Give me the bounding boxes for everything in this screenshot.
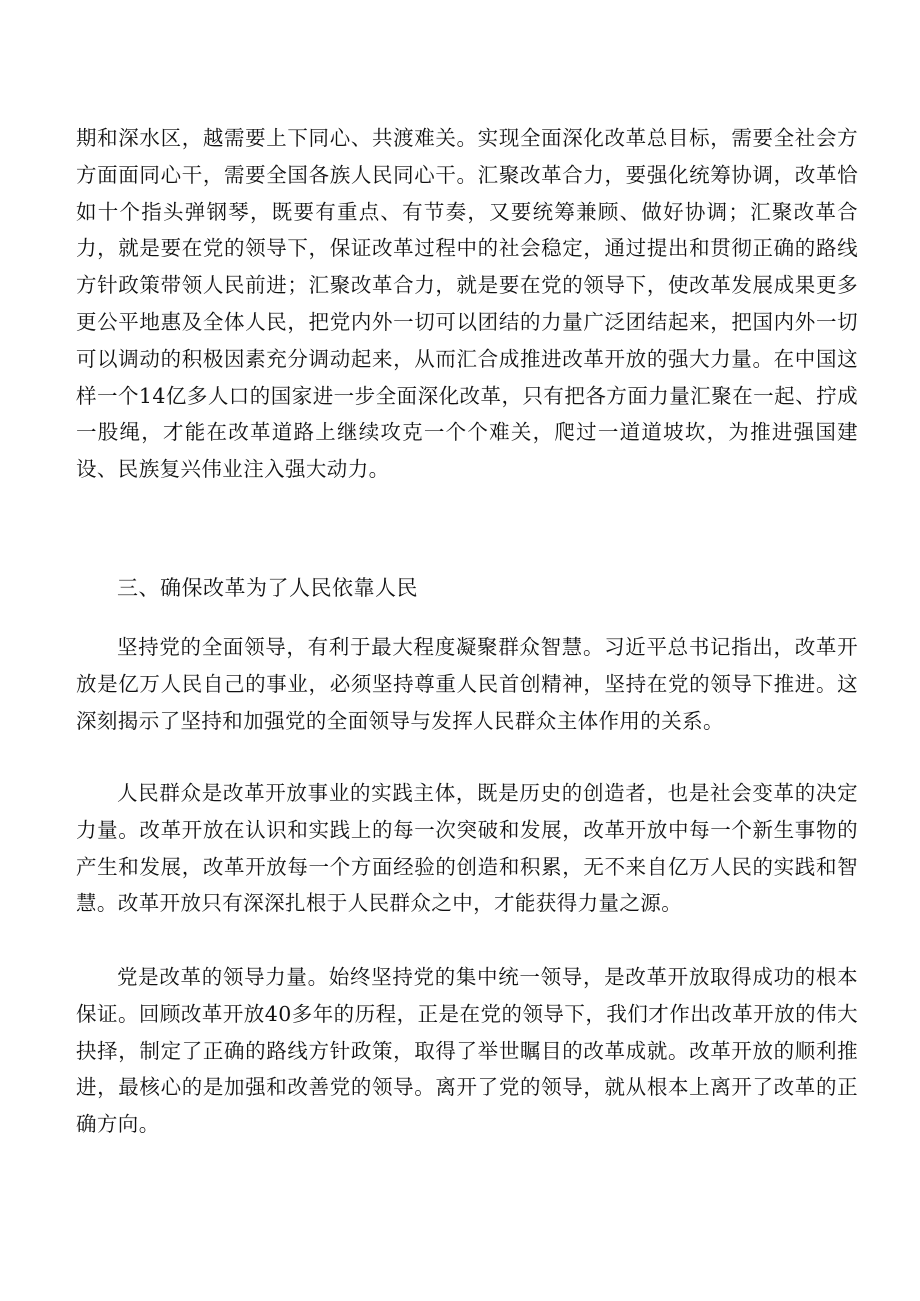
paragraph-party-leading-force: 党是改革的领导力量。始终坚持党的集中统一领导，是改革开放取得成功的根本保证。回顾改革开放40多年的历程，正是在党的领导下，我们才作出改革开放的伟大抉择，制定了正确的路线方针政策，取得了举世瞩目的改革成就。改革开放的顺利推进，最核心的是加强和改善党的领导。离开了党的领导，就从根本上离开了改革的正确方向。 <box>76 965 858 1137</box>
section-heading: 三、确保改革为了人民依靠人民 <box>117 576 418 600</box>
paragraph-party-leadership: 坚持党的全面领导，有利于最大程度凝聚群众智慧。习近平总书记指出，改革开放是亿万人民自己的事业，必须坚持尊重人民首创精神，坚持在党的领导下推进。这深刻揭示了坚持和加强党的全面领导与发挥人民群众主体作用的关系。 <box>76 635 858 733</box>
paragraph-people-subject: 人民群众是改革开放事业的实践主体，既是历史的创造者，也是社会变革的决定力量。改革开放在认识和实践上的每一次突破和发展，改革开放中每一个新生事物的产生和发展，改革开放每一个方面经验的创造和积累，无不来自亿万人民的实践和智慧。改革开放只有深深扎根于人民群众之中，才能获得力量之源。 <box>76 781 858 916</box>
paragraph-reform-synergy: 期和深水区，越需要上下同心、共渡难关。实现全面深化改革总目标，需要全社会方方面面同心干，需要全国各族人民同心干。汇聚改革合力，要强化统筹协调，改革恰如十个指头弹钢琴，既要有重点、有节奏，又要统筹兼顾、做好协调；汇聚改革合力，就是要在党的领导下，保证改革过程中的社会稳定，通过提出和贯彻正确的路线方针政策带领人民前进；汇聚改革合力，就是要在党的领导下，使改革发展成果更多更公平地惠及全体人民，把党内外一切可以团结的力量广泛团结起来，把国内外一切可以调动的积极因素充分调动起来，从而汇合成推进改革开放的强大力量。在中国这样一个14亿多人口的国家进一步全面深化改革，只有把各方面力量汇聚在一起、拧成一股绳，才能在改革道路上继续攻克一个个难关，爬过一道道坡坎，为推进强国建设、民族复兴伟业注入强大动力。 <box>76 126 858 482</box>
